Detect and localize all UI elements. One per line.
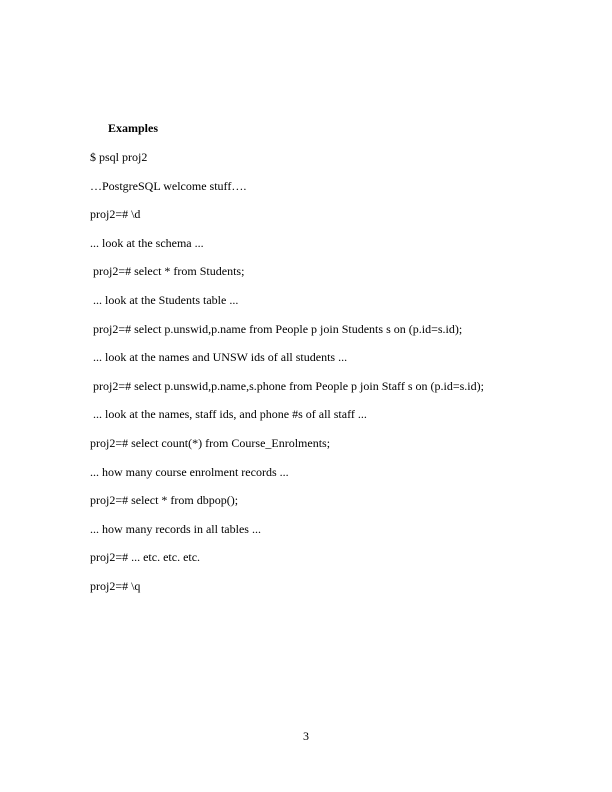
comment-line: ... look at the names and UNSW ids of all students ... (90, 350, 348, 365)
comment-line: ... how many course enrolment records ... (90, 464, 289, 479)
command-line: proj2=# select * from Students; (90, 264, 245, 279)
command-line: proj2=# select p.unswid,p.name,s.phone from People p join Staff s on (p.id=s.id); (90, 378, 484, 393)
section-heading: Examples (108, 121, 159, 135)
example-lines (90, 150, 590, 608)
command-line: proj2=# ... etc. etc. etc. (90, 550, 201, 565)
comment-line: …PostgreSQL welcome stuff…. (90, 178, 247, 193)
page-number: 3 (303, 729, 309, 743)
comment-line: ... look at the names, staff ids, and phone #s of all staff ... (90, 407, 367, 422)
command-line: proj2=# \d (90, 207, 141, 222)
command-line: proj2=# select count(*) from Course_Enrolments; (90, 435, 331, 450)
comment-line: ... look at the Students table ... (90, 292, 239, 307)
command-line: proj2=# \q (90, 578, 141, 593)
comment-line: ... look at the schema ... (90, 235, 204, 250)
comment-line: ... how many records in all tables ... (90, 521, 261, 536)
command-line: proj2=# select * from dbpop(); (90, 493, 239, 508)
command-line: $ psql proj2 (90, 150, 148, 164)
command-line: proj2=# select p.unswid,p.name from People p join Students s on (p.id=s.id); (90, 321, 463, 336)
